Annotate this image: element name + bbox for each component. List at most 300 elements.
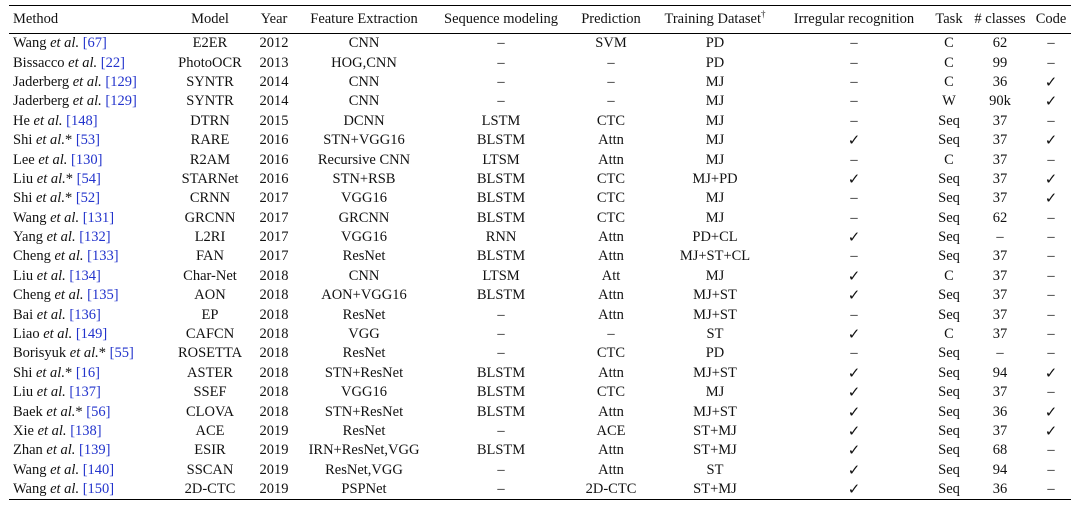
cell-prediction: ACE: [596, 423, 626, 439]
cell-code: –: [1047, 54, 1055, 71]
cell-classes: 37: [992, 423, 1008, 439]
cell-prediction: Att: [601, 267, 621, 284]
table-row: [9, 170, 1071, 189]
method-citation[interactable]: [67]: [82, 35, 107, 52]
cell-irregular: ✓: [847, 131, 861, 150]
header-classes: # classes: [974, 11, 1026, 27]
cell-code: –: [1047, 229, 1055, 246]
cell-feature: ResNet: [342, 423, 386, 439]
cell-dataset: ST+MJ: [693, 481, 737, 498]
cell-method: [9, 34, 169, 54]
cell-sequence: –: [497, 93, 505, 110]
cell-year: 2019: [259, 481, 289, 498]
cell-year: 2017: [259, 248, 289, 265]
cell-classes: 37: [992, 170, 1008, 187]
cell-year: 2016: [259, 132, 289, 149]
comparison-table-container: [9, 5, 1071, 500]
cell-model: RARE: [190, 132, 230, 149]
method-star: *: [64, 190, 73, 207]
cell-task: C: [944, 267, 954, 284]
cell-code: –: [1047, 442, 1055, 459]
method-citation[interactable]: [138]: [70, 423, 102, 439]
method-etal: et al.: [33, 384, 66, 401]
cell-feature: ResNet: [342, 248, 386, 265]
cell-prediction: Attn: [598, 442, 624, 459]
method-author: Borisyuk: [13, 345, 67, 362]
cell-classes: 90k: [989, 93, 1011, 110]
cell-irregular: –: [850, 209, 858, 226]
cell-code: –: [1047, 151, 1055, 168]
cell-year: 2017: [259, 190, 289, 207]
method-etal: et al.: [42, 403, 76, 420]
cell-sequence: –: [497, 73, 505, 90]
cell-irregular: ✓: [847, 266, 861, 285]
method-star: *: [75, 403, 83, 420]
cell-code: –: [1047, 209, 1055, 226]
method-citation[interactable]: [136]: [69, 306, 101, 323]
method-author: He: [13, 112, 30, 129]
cell-task: C: [944, 151, 954, 168]
cell-dataset: MJ: [705, 267, 725, 284]
method-citation[interactable]: [22]: [100, 54, 125, 71]
cell-feature: CNN: [348, 73, 380, 90]
cell-classes: 37: [992, 287, 1008, 304]
cell-sequence: –: [497, 423, 505, 439]
cell-year: 2018: [259, 267, 289, 284]
cell-sequence: BLSTM: [476, 209, 526, 226]
cell-model: R2AM: [189, 151, 231, 168]
method-citation[interactable]: [133]: [87, 248, 119, 265]
cell-code: –: [1047, 287, 1055, 304]
cell-irregular: ✓: [847, 383, 861, 402]
cell-task: Seq: [938, 481, 960, 498]
method-citation[interactable]: [130]: [70, 151, 103, 168]
cell-irregular: –: [850, 151, 858, 168]
cell-task: Seq: [938, 461, 960, 478]
cell-model: EP: [201, 306, 219, 323]
cell-feature: ResNet: [342, 345, 386, 362]
cell-code: ✓: [1044, 402, 1058, 421]
table-row: [9, 73, 1071, 92]
table-row: [9, 150, 1071, 169]
cell-year: 2015: [259, 112, 289, 129]
cell-task: Seq: [938, 229, 960, 246]
cell-feature: DCNN: [343, 112, 385, 129]
method-author: Wang: [13, 481, 47, 498]
method-author: Yang: [13, 229, 43, 246]
cell-year: 2018: [259, 326, 289, 343]
cell-model: STARNet: [181, 170, 239, 187]
table-row: [9, 53, 1071, 72]
cell-irregular: –: [850, 345, 858, 362]
header-row: [9, 6, 1071, 34]
cell-code: –: [1047, 35, 1055, 52]
cell-model: CRNN: [189, 190, 231, 207]
table-row: [9, 247, 1071, 266]
cell-classes: 37: [992, 306, 1008, 323]
method-etal: et al.: [46, 461, 80, 478]
method-citation[interactable]: [129]: [105, 73, 137, 90]
cell-feature: GRCNN: [338, 209, 390, 226]
method-author: Wang: [13, 461, 47, 478]
cell-year: 2019: [259, 461, 289, 478]
cell-classes: 36: [992, 481, 1008, 498]
cell-prediction: CTC: [596, 170, 626, 187]
cell-sequence: BLSTM: [476, 442, 526, 459]
table-row: [9, 441, 1071, 460]
cell-code: –: [1047, 461, 1055, 478]
cell-feature: Recursive CNN: [317, 151, 411, 168]
method-etal: et al.: [32, 190, 65, 207]
header-year: Year: [260, 11, 288, 27]
cell-task: C: [944, 326, 954, 343]
cell-task: Seq: [938, 287, 960, 304]
method-etal: et al.: [46, 481, 80, 498]
cell-method: [9, 53, 169, 72]
method-author: Baek: [13, 403, 43, 420]
cell-year: 2016: [259, 170, 289, 187]
cell-method: [9, 170, 169, 189]
cell-code: ✓: [1044, 92, 1058, 111]
cell-sequence: –: [497, 481, 505, 498]
cell-prediction: Attn: [598, 248, 624, 265]
cell-sequence: –: [497, 54, 505, 71]
cell-year: 2018: [259, 306, 289, 323]
cell-sequence: –: [497, 306, 505, 323]
cell-feature: HOG,CNN: [331, 54, 397, 71]
table-row: [9, 480, 1071, 500]
method-etal: et al.: [32, 364, 65, 381]
cell-task: C: [944, 73, 954, 90]
cell-classes: –: [996, 345, 1004, 362]
cell-year: 2012: [259, 35, 289, 52]
table-row: [9, 305, 1071, 324]
cell-classes: 37: [992, 132, 1008, 149]
cell-year: 2018: [259, 403, 289, 420]
method-author: Liu: [13, 267, 34, 284]
cell-model: SSEF: [193, 384, 227, 401]
cell-method: [9, 73, 169, 92]
cell-dataset: MJ: [705, 151, 725, 168]
cell-year: 2018: [259, 364, 289, 381]
method-author: Cheng: [13, 287, 51, 304]
method-star: *: [64, 132, 73, 149]
cell-code: ✓: [1044, 131, 1058, 150]
cell-task: Seq: [938, 306, 960, 323]
method-author: Zhan: [13, 442, 43, 459]
header-code: Code: [1035, 11, 1067, 27]
cell-classes: 37: [992, 190, 1008, 207]
method-etal: et al.: [33, 267, 66, 284]
cell-model: PhotoOCR: [178, 54, 242, 71]
cell-method: [9, 402, 169, 421]
cell-task: Seq: [938, 209, 960, 226]
table-row: [9, 92, 1071, 111]
cell-prediction: Attn: [598, 403, 624, 420]
cell-task: Seq: [938, 423, 960, 439]
method-author: Bissacco: [13, 54, 65, 71]
method-author: Jaderberg: [13, 73, 70, 90]
cell-dataset: MJ: [705, 93, 725, 110]
cell-classes: 62: [992, 35, 1008, 52]
method-citation[interactable]: [129]: [105, 93, 137, 110]
cell-method: [9, 112, 169, 131]
cell-sequence: –: [497, 326, 505, 343]
table-row: [9, 402, 1071, 421]
cell-feature: CNN: [348, 267, 380, 284]
cell-model: CLOVA: [185, 403, 235, 420]
method-citation[interactable]: [52]: [75, 190, 101, 207]
cell-model: ROSETTA: [177, 345, 243, 362]
cell-task: W: [942, 93, 956, 110]
cell-task: C: [944, 35, 954, 52]
table-row: [9, 383, 1071, 402]
cell-irregular: ✓: [847, 363, 861, 382]
cell-prediction: CTC: [596, 345, 626, 362]
cell-task: Seq: [938, 345, 960, 362]
cell-model: E2ER: [192, 35, 228, 52]
method-etal: et al.: [50, 287, 84, 304]
table-row: [9, 209, 1071, 228]
table-row: [9, 461, 1071, 480]
cell-sequence: –: [497, 461, 505, 478]
method-citation[interactable]: [139]: [79, 442, 111, 459]
methods-comparison-table: [9, 5, 1071, 500]
method-citation[interactable]: [56]: [86, 403, 111, 420]
cell-sequence: RNN: [485, 229, 517, 246]
method-star: *: [98, 345, 107, 362]
cell-prediction: –: [607, 73, 615, 90]
cell-dataset: MJ: [705, 73, 725, 90]
method-etal: et al.: [64, 54, 98, 71]
cell-code: ✓: [1044, 422, 1058, 440]
cell-feature: AON+VGG16: [321, 287, 407, 304]
cell-task: Seq: [938, 384, 960, 401]
method-author: Jaderberg: [13, 93, 70, 110]
method-etal: et al.: [29, 112, 63, 129]
cell-sequence: BLSTM: [476, 287, 526, 304]
method-citation[interactable]: [134]: [69, 267, 101, 284]
method-etal: et al.: [42, 442, 76, 459]
cell-model: DTRN: [190, 112, 230, 129]
cell-dataset: MJ: [705, 209, 725, 226]
cell-dataset: MJ: [705, 132, 725, 149]
cell-prediction: –: [607, 93, 615, 110]
cell-feature: VGG16: [341, 190, 387, 207]
cell-irregular: ✓: [847, 402, 861, 421]
method-author: Xie: [13, 423, 34, 439]
cell-feature: PSPNet: [341, 481, 387, 498]
cell-method: [9, 247, 169, 266]
cell-code: –: [1047, 384, 1055, 401]
cell-feature: ResNet,VGG: [325, 461, 403, 478]
table-row: [9, 267, 1071, 286]
cell-irregular: ✓: [847, 441, 861, 460]
cell-prediction: –: [607, 326, 615, 343]
cell-method: [9, 131, 169, 150]
table-row: [9, 325, 1071, 344]
method-star: *: [65, 170, 74, 187]
method-author: Bai: [13, 306, 34, 323]
method-etal: et al.: [39, 326, 73, 343]
cell-model: FAN: [196, 248, 224, 265]
table-row: [9, 189, 1071, 208]
cell-method: [9, 461, 169, 480]
cell-irregular: –: [850, 112, 858, 129]
cell-prediction: CTC: [596, 384, 626, 401]
cell-prediction: Attn: [598, 132, 624, 149]
method-citation[interactable]: [137]: [69, 384, 101, 401]
cell-code: ✓: [1044, 169, 1058, 188]
cell-method: [9, 441, 169, 460]
method-author: Liao: [13, 326, 40, 343]
cell-model: Char-Net: [183, 267, 237, 284]
cell-method: [9, 209, 169, 228]
method-author: Liu: [13, 384, 34, 401]
method-author: Lee: [13, 151, 35, 168]
cell-dataset: PD: [705, 54, 725, 71]
header-model: Model: [191, 11, 229, 27]
method-author: Wang: [13, 35, 47, 52]
method-author: Shi: [13, 190, 33, 207]
method-citation[interactable]: [53]: [75, 132, 101, 149]
method-citation[interactable]: [131]: [82, 209, 115, 226]
cell-code: ✓: [1044, 363, 1058, 382]
cell-model: CAFCN: [185, 326, 235, 343]
cell-classes: 68: [992, 442, 1008, 459]
cell-irregular: –: [850, 93, 858, 110]
cell-classes: 94: [992, 364, 1008, 381]
cell-prediction: Attn: [598, 151, 624, 168]
method-citation[interactable]: [55]: [109, 345, 134, 362]
cell-irregular: –: [850, 248, 858, 265]
cell-prediction: SVM: [595, 35, 627, 52]
cell-dataset: MJ+ST: [693, 364, 737, 381]
header-irregular-recognition: Irregular recognition: [793, 11, 915, 27]
cell-prediction: –: [607, 54, 615, 71]
cell-code: –: [1047, 112, 1055, 129]
cell-model: ASTER: [187, 364, 233, 381]
cell-dataset: ST: [706, 461, 724, 478]
cell-code: ✓: [1044, 189, 1058, 208]
cell-dataset: PD: [705, 35, 725, 52]
cell-year: 2016: [259, 151, 289, 168]
method-etal: et al.: [33, 306, 66, 323]
cell-dataset: MJ+ST+CL: [679, 248, 751, 265]
cell-sequence: BLSTM: [476, 170, 526, 187]
cell-dataset: MJ+PD: [692, 170, 738, 187]
method-citation[interactable]: [16]: [75, 364, 101, 381]
method-citation[interactable]: [150]: [82, 481, 115, 498]
table-row: [9, 112, 1071, 131]
cell-sequence: BLSTM: [476, 403, 526, 420]
cell-year: 2013: [259, 54, 289, 71]
cell-method: [9, 480, 169, 500]
cell-method: [9, 92, 169, 111]
cell-irregular: ✓: [847, 228, 861, 247]
cell-dataset: ST: [706, 326, 724, 343]
cell-prediction: Attn: [598, 229, 624, 246]
cell-year: 2014: [259, 73, 289, 90]
cell-classes: 62: [992, 209, 1008, 226]
cell-irregular: ✓: [847, 169, 861, 188]
cell-dataset: MJ+ST: [693, 403, 737, 420]
cell-method: [9, 422, 169, 441]
cell-model: SYNTR: [186, 93, 234, 110]
cell-feature: IRN+ResNet,VGG: [308, 442, 420, 459]
method-author: Wang: [13, 209, 47, 226]
cell-code: –: [1047, 267, 1055, 284]
method-author: Cheng: [13, 248, 51, 265]
cell-code: ✓: [1044, 72, 1058, 91]
cell-irregular: ✓: [847, 325, 861, 344]
cell-feature: STN+VGG16: [323, 132, 405, 149]
cell-prediction: CTC: [596, 209, 626, 226]
method-citation[interactable]: [54]: [76, 170, 101, 187]
cell-irregular: ✓: [847, 480, 861, 499]
cell-dataset: PD+CL: [692, 229, 738, 246]
cell-model: L2RI: [194, 229, 226, 246]
cell-code: –: [1047, 481, 1055, 498]
header-training-dataset-label: Training Dataset: [664, 11, 762, 27]
header-prediction: Prediction: [581, 11, 641, 27]
cell-prediction: CTC: [596, 190, 626, 207]
cell-task: Seq: [938, 190, 960, 207]
method-citation[interactable]: [148]: [66, 112, 98, 129]
method-citation[interactable]: [149]: [75, 326, 108, 343]
cell-prediction: Attn: [598, 461, 624, 478]
cell-sequence: –: [497, 345, 505, 362]
header-training-dataset: [651, 6, 779, 34]
cell-sequence: –: [497, 35, 505, 52]
cell-feature: CNN: [348, 93, 380, 110]
cell-year: 2017: [259, 209, 289, 226]
cell-feature: STN+RSB: [332, 170, 396, 187]
cell-dataset: MJ: [705, 112, 725, 129]
cell-irregular: –: [850, 35, 858, 52]
cell-dataset: ST+MJ: [693, 442, 737, 459]
method-star: *: [64, 364, 73, 381]
method-citation[interactable]: [132]: [79, 229, 111, 246]
cell-dataset: MJ: [705, 384, 725, 401]
method-etal: et al.: [66, 345, 99, 362]
cell-irregular: –: [850, 306, 858, 323]
cell-feature: STN+ResNet: [324, 364, 404, 381]
cell-irregular: –: [850, 190, 858, 207]
cell-sequence: BLSTM: [476, 190, 526, 207]
method-etal: et al.: [69, 73, 102, 90]
cell-method: [9, 189, 169, 208]
cell-method: [9, 383, 169, 402]
method-citation[interactable]: [140]: [82, 461, 115, 478]
cell-task: Seq: [938, 248, 960, 265]
method-citation[interactable]: [135]: [87, 287, 119, 304]
method-author: Liu: [13, 170, 34, 187]
cell-method: [9, 286, 169, 305]
cell-model: GRCNN: [184, 209, 236, 226]
method-etal: et al.: [46, 35, 80, 52]
cell-code: –: [1047, 345, 1055, 362]
cell-prediction: 2D-CTC: [585, 481, 637, 498]
cell-task: C: [944, 54, 954, 71]
cell-feature: VGG16: [341, 229, 387, 246]
table-row: [9, 228, 1071, 247]
cell-feature: STN+ResNet: [324, 403, 404, 420]
method-etal: et al.: [69, 93, 102, 110]
header-task: Task: [935, 11, 963, 27]
cell-code: –: [1047, 326, 1055, 343]
method-etal: et al.: [32, 132, 65, 149]
